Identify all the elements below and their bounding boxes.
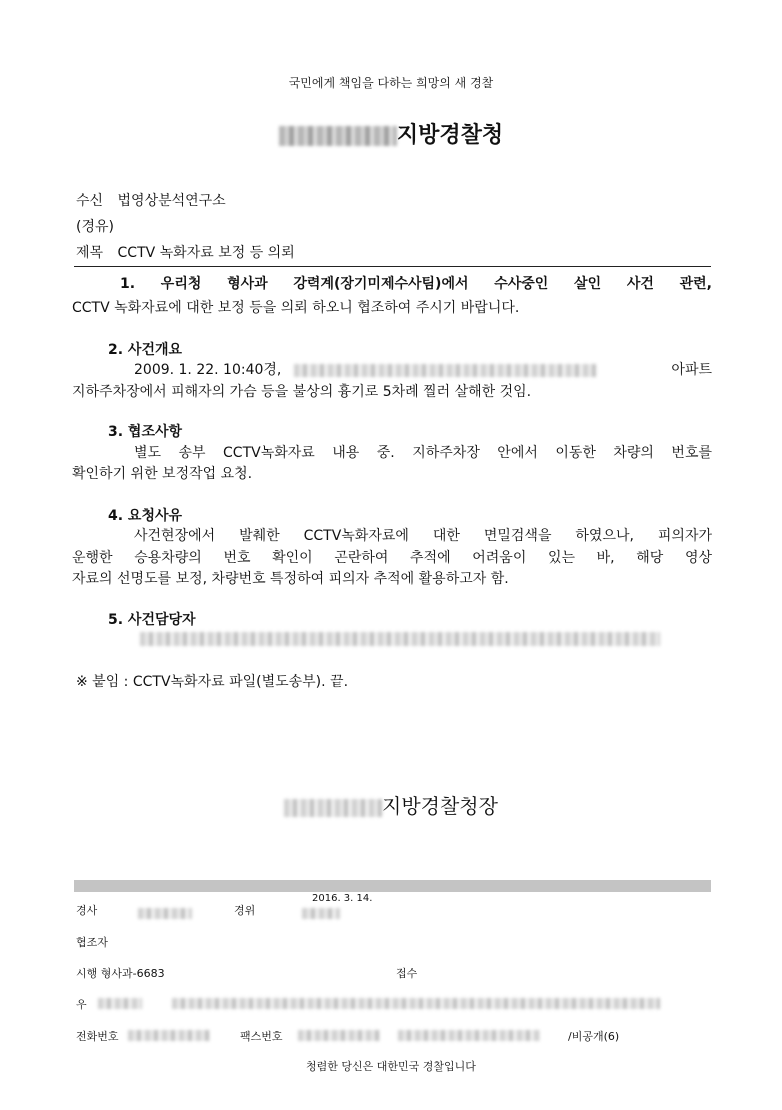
p1-line2: CCTV 녹화자료에 대한 보정 등을 의뢰 하오니 협조하여 주시기 바랍니다. xyxy=(72,300,520,316)
redacted-issuer-region xyxy=(284,799,382,817)
p1-line1: 1. 우리청 형사과 강력계(장기미제수사팀)에서 수사중인 살인 사건 관련, xyxy=(120,276,712,292)
redacted-phone xyxy=(128,1030,210,1041)
document-date: 2016. 3. 14. xyxy=(312,893,373,904)
section5-heading: 5. 사건담당자 xyxy=(108,612,196,628)
rank1-label: 경사 xyxy=(76,904,98,917)
address-suffix: 아파트 xyxy=(671,362,712,378)
section3-line2: 확인하기 위한 보정작업 요청. xyxy=(72,466,253,482)
redacted-contact-person xyxy=(140,632,660,646)
section2-line1 xyxy=(134,358,712,382)
rank2-label: 경위 xyxy=(234,904,256,917)
redacted-fax xyxy=(298,1030,380,1041)
recipient-line xyxy=(76,190,226,210)
slogan: 국민에게 책임을 다하는 희망의 새 경찰 xyxy=(288,76,494,90)
incident-datetime: 2009. 1. 22. 10:40경, xyxy=(134,362,282,378)
issuer-title-text: 지방경찰청장 xyxy=(382,794,498,818)
cooperator-label: 협조자 xyxy=(76,936,108,949)
redacted-address xyxy=(294,364,596,377)
agency-title-text: 지방경찰청 xyxy=(396,123,504,148)
recipient-value: 법영상분석연구소 xyxy=(117,193,226,209)
section4-line3: 자료의 선명도를 보정, 차량번호 특정하여 피의자 추적에 활용하고자 함. xyxy=(72,571,509,587)
section3-line1: 별도 송부 CCTV녹화자료 내용 중. 지하주차장 안에서 이동한 차량의 번호를 xyxy=(134,445,712,461)
enforcement-number: 시행 형사과-6683 xyxy=(76,967,165,980)
footer-divider xyxy=(74,880,711,892)
disclosure-status: /비공개(6) xyxy=(568,1030,620,1043)
phone-label: 전화번호 xyxy=(76,1030,119,1043)
closing-slogan: 청렴한 당신은 대한민국 경찰입니다 xyxy=(306,1060,476,1073)
subject-line xyxy=(76,242,295,262)
redacted-postal-code xyxy=(98,998,142,1009)
fax-label: 팩스번호 xyxy=(240,1030,283,1043)
section3-heading: 3. 협조사항 xyxy=(108,424,183,440)
redacted-address-footer xyxy=(172,998,660,1009)
postal-label: 우 xyxy=(76,998,87,1011)
receipt-label: 접수 xyxy=(396,967,418,980)
recipient-label: 수신 xyxy=(76,193,104,209)
subject-value: CCTV 녹화자료 보정 등 의뢰 xyxy=(117,245,295,261)
section4-heading: 4. 요청사유 xyxy=(108,508,183,524)
section2-heading: 2. 사건개요 xyxy=(108,342,183,358)
attachment-note: ※ 붙임 : CCTV녹화자료 파일(별도송부). 끝. xyxy=(76,674,349,690)
redacted-rank2-name xyxy=(302,908,340,919)
subject-label: 제목 xyxy=(76,245,104,261)
section4-line1: 사건현장에서 발췌한 CCTV녹화자료에 대한 면밀검색을 하였으나, 피의자가 xyxy=(134,528,712,544)
section4-line2: 운행한 승용차량의 번호 확인이 곤란하여 추적에 어려움이 있는 바, 해당 영상 xyxy=(72,550,712,566)
via-line: (경유) xyxy=(76,219,114,235)
redacted-region-name xyxy=(279,126,397,146)
header-divider xyxy=(74,266,711,267)
section2-line2: 지하주차장에서 피해자의 가슴 등을 불상의 흉기로 5차례 찔러 살해한 것임. xyxy=(72,384,532,400)
redacted-email xyxy=(398,1030,540,1041)
issuer-title xyxy=(0,790,782,819)
agency-title xyxy=(0,118,782,149)
redacted-rank1-name xyxy=(138,908,192,919)
